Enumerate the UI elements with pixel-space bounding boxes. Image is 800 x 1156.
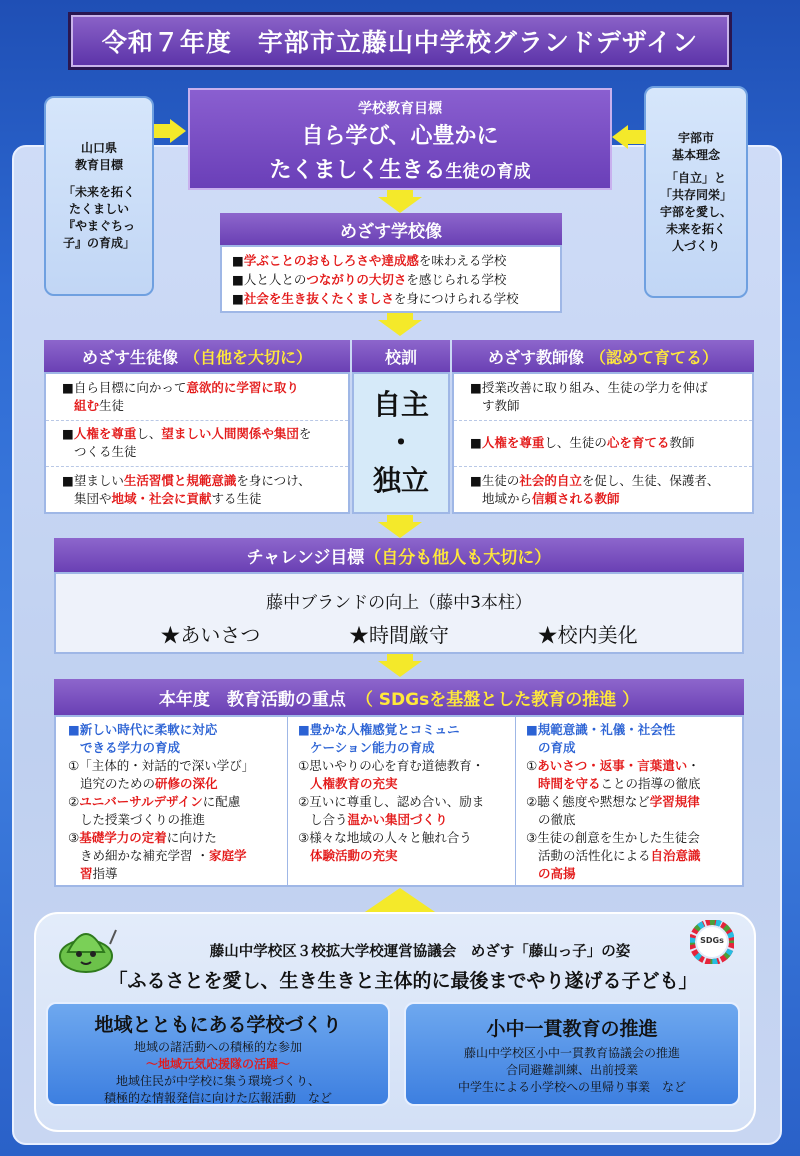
school-image-header: めざす学校像 xyxy=(220,213,562,245)
goal-line1: 自ら学び、心豊かに xyxy=(301,124,499,149)
teacher-item: ■人権を尊重し、生徒の心を育てる教師 xyxy=(454,421,752,468)
left-box-line: 「未来を拓く xyxy=(62,185,135,199)
down-arrow-head-icon xyxy=(378,661,422,677)
arrow-right-head-icon xyxy=(170,119,186,143)
focus-column-1: ■新しい時代に柔軟に対応 できる学力の育成 ①「主体的・対話的で深い学び」 追究のための研修の深化 ②ユニバーサルデザインに配慮 した授業づくりの推進 ③基礎学力の定着に向けた きめ細かな補充学習 ・家庭学 習指導 xyxy=(56,717,288,885)
right-box-line: 人づくり xyxy=(671,238,720,253)
teacher-image-header: めざす教師像 （認めて育てる） xyxy=(452,340,754,372)
school-image-item: ■学ぶことのおもしろさや達成感を味わえる学校 xyxy=(232,253,507,268)
community-school-title: 地域とともにある学校づくり xyxy=(94,1014,342,1036)
page-title: 令和７年度 宇部市立藤山中学校グランドデザイン xyxy=(68,12,732,70)
integrated-education-title: 小中一貫教育の推進 xyxy=(486,1018,658,1040)
pillar-greeting: ★あいさつ xyxy=(160,623,261,647)
left-box-line: 子』の育成」 xyxy=(62,236,135,250)
integrated-line: 中学生による小学校への里帰り事業 など xyxy=(457,1080,686,1094)
down-arrow-head-icon xyxy=(378,522,422,538)
integrated-line: 合同避難訓練、出前授業 xyxy=(505,1063,638,1077)
right-box-line: 基本理念 xyxy=(671,147,720,162)
focus-box xyxy=(54,715,744,887)
yamaguchi-goal-box xyxy=(44,96,154,296)
student-item: ■自ら目標に向かって意欲的に学習に取り 組む生徒 xyxy=(46,374,348,421)
community-line: 地域の諸活動への積極的な参加 xyxy=(133,1040,302,1054)
right-box-line: 「共存同栄」 xyxy=(659,187,732,202)
arrow-left-icon xyxy=(628,130,646,144)
teacher-image-box xyxy=(452,372,754,514)
integrated-line: 藤山中学校区小中一貫教育協議会の推進 xyxy=(463,1046,680,1060)
school-image-item: ■人と人とのつながりの大切さを感じられる学校 xyxy=(232,272,507,287)
right-box-line: 「自立」と xyxy=(665,170,726,185)
focus-header: 本年度 教育活動の重点 （ SDGsを基盤とした教育の推進 ） xyxy=(54,679,744,715)
down-arrow-head-icon xyxy=(378,197,422,213)
challenge-brand: 藤中ブランドの向上（藤中3本柱） xyxy=(266,593,532,613)
left-box-line: たくましい xyxy=(68,202,129,216)
goal-line2a: たくましく生きる xyxy=(269,158,446,183)
left-box-line: 『やまぐちっ xyxy=(62,219,135,233)
right-box-line: 宇部を愛し、 xyxy=(659,204,732,219)
school-image-box xyxy=(220,245,562,313)
student-item: ■望ましい生活習慣と規範意識を身につけ、 集団や地域・社会に貢献する生徒 xyxy=(62,472,311,506)
goal-label: 学校教育目標 xyxy=(358,101,442,117)
goal-line2b: 生徒の育成 xyxy=(445,162,531,182)
sdgs-label: SDGs xyxy=(700,936,724,945)
challenge-header: チャレンジ目標 （自分も他人も大切に） xyxy=(54,538,744,572)
up-arrow-head-icon xyxy=(362,888,438,914)
community-school-box xyxy=(46,1002,390,1106)
school-image-item: ■社会を生き抜くたくましさを身につけられる学校 xyxy=(232,291,519,306)
community-line: ～地域元気応援隊の活躍～ xyxy=(145,1057,290,1071)
focus-column-2: ■豊かな人権感覚とコミュニ ケーション能力の育成 ①思いやりの心を育む道徳教育・ 人権教育の充実 ②互いに尊重し、認め合い、励ま し合う温かい集団づくり ③様々な地域の人々と触れ合う 体験活動の充実 xyxy=(288,717,516,885)
community-line: 地域住民が中学校に集う環境づくり、 xyxy=(115,1074,320,1088)
teacher-item: ■授業改善に取り組み、生徒の学力を伸ば す教師 xyxy=(454,374,752,421)
pillar-cleanliness: ★校内美化 xyxy=(537,623,638,647)
focus-column-3: ■規範意識・礼儀・社会性 の育成 ①あいさつ・返事・言葉遣い・ 時間を守ることの指導の徹底 ②聴く態度や黙想など学習規律 の徹底 ③生徒の創意を生かした生徒会 活動の活性化による自治意識 の高揚 xyxy=(526,722,701,881)
right-box-line: 未来を拓く xyxy=(665,221,726,236)
motto-header: 校訓 xyxy=(352,340,450,372)
arrow-left-head-icon xyxy=(612,125,628,149)
slogan: 「ふるさとを愛し、生き生きと主体的に最後までやり遂げる子ども」 xyxy=(108,970,698,992)
student-item: ■人権を尊重し、望ましい人間関係や集団を つくる生徒 xyxy=(46,421,348,468)
integrated-education-box xyxy=(404,1002,740,1106)
left-box-line: 教育目標 xyxy=(74,158,123,172)
teacher-item: ■生徒の社会的自立を促し、生徒、保護者、 地域から信頼される教師 xyxy=(470,472,720,506)
sdgs-logo-icon xyxy=(690,920,734,964)
motto-word2: 独立 xyxy=(372,464,429,497)
school-education-goal xyxy=(188,88,612,190)
pillar-punctuality: ★時間厳守 xyxy=(348,623,449,647)
student-image-box xyxy=(44,372,350,514)
motto-dot: ・ xyxy=(386,426,415,459)
challenge-box xyxy=(54,572,744,654)
left-box-line: 山口県 xyxy=(80,141,117,155)
down-arrow-head-icon xyxy=(378,320,422,336)
student-image-header: めざす生徒像 （自他を大切に） xyxy=(44,340,350,372)
ube-city-box xyxy=(644,86,748,298)
motto-box xyxy=(352,372,450,514)
community-line: 積極的な情報発信に向けた広報活動 など xyxy=(103,1091,332,1105)
motto-word1: 自主 xyxy=(372,388,429,421)
right-box-line: 宇部市 xyxy=(677,130,714,145)
council-title: 藤山中学校区３校拡大学校運営協議会 めざす「藤山っ子」の姿 xyxy=(209,944,631,960)
